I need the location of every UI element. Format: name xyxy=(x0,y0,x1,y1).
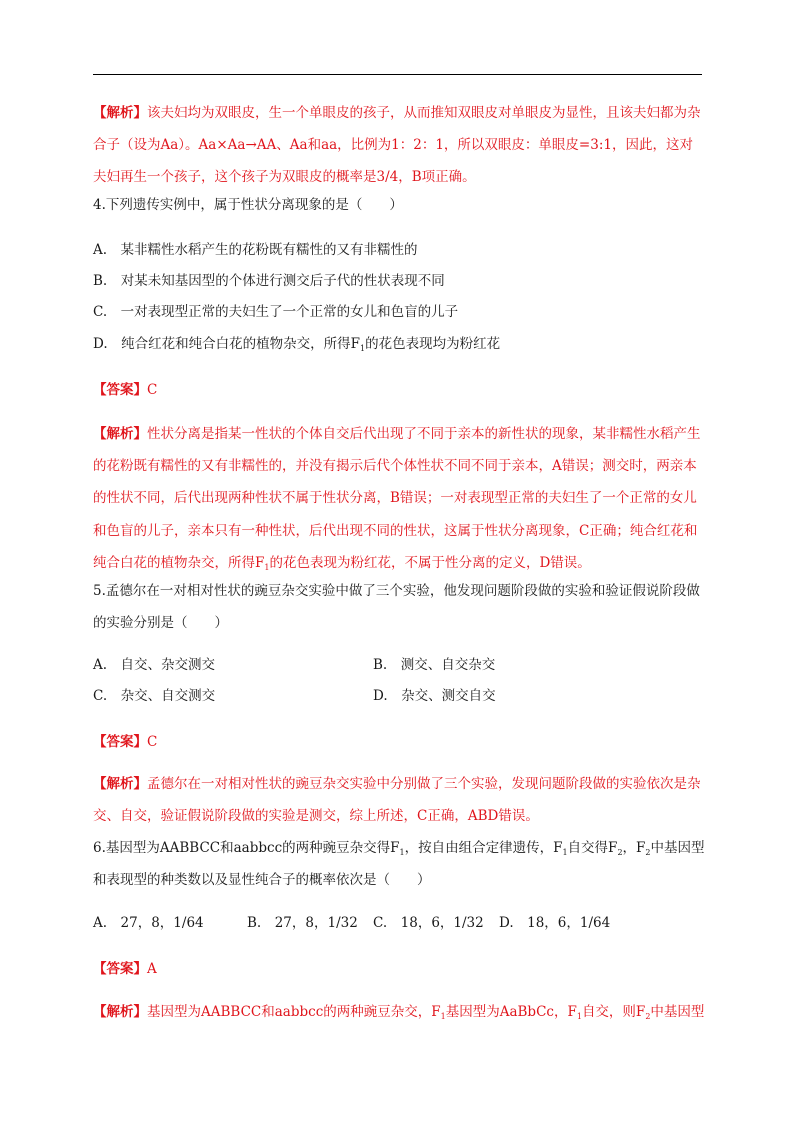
analysis-text: 性状分离是指某一性状的个体自交后代出现了不同于亲本的新性状的现象，某非糯性水稻产生的花粉既有糯性的又有非糯性的，并没有揭示后代个体性状不同不同于亲本，A错误；测交时，两亲本的性状不同，后代出现两种性状不属于性状分离，B错误；一对表现型正常的夫妇生了一个正常的女儿和色盲的儿子，亲本只有一种性状，后代出现不同的性状，这属于性状分离现象，C正确；纯合红花和纯合白花的植物杂交，所得F xyxy=(93,426,701,571)
q4-option-d-text-end: 的花色表现均为粉红花 xyxy=(365,336,501,352)
q5-answer xyxy=(93,732,157,752)
analysis-text-end: 的花色表现为粉红花，不属于性分离的定义，D错误。 xyxy=(269,554,591,571)
q4-option-b: B. 对某未知基因型的个体进行测交后子代的性状表现不同 xyxy=(93,273,445,289)
q4-option-a: A. 某非糯性水稻产生的花粉既有糯性的又有非糯性的 xyxy=(93,242,418,258)
subscript: 1 xyxy=(360,344,366,353)
q6-answer xyxy=(93,959,157,979)
q6-option-a: A. 27，8，1/64 xyxy=(93,915,204,931)
subscript: 2 xyxy=(617,848,623,857)
subscript: 1 xyxy=(264,562,270,572)
q4-option-d-text: D. 纯合红花和纯合白花的植物杂交，所得F xyxy=(93,336,361,352)
q5-analysis xyxy=(93,768,705,832)
q5-option-c: C. 杂交、自交测交 xyxy=(93,688,216,704)
subscript: 1 xyxy=(562,848,568,857)
q4-analysis xyxy=(93,418,705,579)
subscript: 1 xyxy=(576,1012,582,1021)
subscript: 1 xyxy=(399,848,405,857)
q6-option-c: C. 18，6，1/32 xyxy=(373,915,484,931)
answer-label: 【答案】 xyxy=(93,734,147,750)
q6-option-b: B. 27，8，1/32 xyxy=(247,915,358,931)
subscript: 2 xyxy=(645,848,651,857)
q5-option-a: A. 自交、杂交测交 xyxy=(93,657,216,673)
q6-stem-text: ，F xyxy=(622,840,646,856)
analysis-label: 【解析】 xyxy=(93,426,147,442)
answer-label: 【答案】 xyxy=(93,382,147,398)
analysis-text: 基因型为AABBCC和aabbcc的两种豌豆杂交，F xyxy=(147,1004,441,1020)
q6-stem-text: 自交得F xyxy=(567,840,618,856)
q4-answer xyxy=(93,380,157,400)
q6-stem-text: 6.基因型为AABBCC和aabbcc的两种豌豆杂交得F xyxy=(93,840,400,856)
q6-analysis xyxy=(93,996,705,1028)
q6-stem-text: 中基因型和表现型的种类数以及显性纯合子的概率依次是（ ） xyxy=(93,840,705,889)
q6-stem-text: ，按自由组合定律遗传，F xyxy=(404,840,563,856)
answer-value: A xyxy=(147,961,157,977)
analysis-label: 【解析】 xyxy=(93,776,147,792)
question-4-stem: 4.下列遗传实例中，属于性状分离现象的是（ ） xyxy=(93,197,403,213)
analysis-label: 【解析】 xyxy=(93,105,147,121)
header-rule xyxy=(93,74,702,75)
q3-analysis xyxy=(93,97,705,194)
subscript: 1 xyxy=(440,1012,446,1021)
question-5-stem: 5.孟德尔在一对相对性状的豌豆杂交实验中做了三个实验，他发现问题阶段做的实验和验证假说阶段做的实验分别是（ ） xyxy=(93,583,700,632)
answer-value: C xyxy=(147,382,158,398)
answer-label: 【答案】 xyxy=(93,961,147,977)
analysis-text: 中基因型 xyxy=(650,1004,705,1020)
analysis-label: 【解析】 xyxy=(93,1004,147,1020)
q5-option-d: D. 杂交、测交自交 xyxy=(373,688,496,704)
analysis-text: 孟德尔在一对相对性状的豌豆杂交实验中分别做了三个实验，发现问题阶段做的实验依次是杂交、自交，验证假说阶段做的实验是测交，综上所述，C正确，ABD错误。 xyxy=(93,776,701,825)
analysis-text: 基因型为AaBbCc，F xyxy=(445,1004,577,1020)
subscript: 2 xyxy=(645,1012,651,1021)
q5-option-b: B. 测交、自交杂交 xyxy=(373,657,496,673)
analysis-text: 该夫妇均为双眼皮，生一个单眼皮的孩子，从而推知双眼皮对单眼皮为显性，且该夫妇都为杂合子（设为Aa）。Aa×Aa→AA、Aa和aa，比例为1：2：1，所以双眼皮：单眼皮=3:1，因此，这对夫妇再生一个孩子，这个孩子为双眼皮的概率是3/4，B项正确。 xyxy=(93,105,701,186)
q4-option-d xyxy=(93,334,500,354)
q4-option-c: C. 一对表现型正常的夫妇生了一个正常的女儿和色盲的儿子 xyxy=(93,304,459,320)
answer-value: C xyxy=(147,734,158,750)
q6-option-d: D. 18，6，1/64 xyxy=(499,915,611,931)
question-6-stem xyxy=(93,832,705,896)
analysis-text: 自交，则F xyxy=(581,1004,646,1020)
